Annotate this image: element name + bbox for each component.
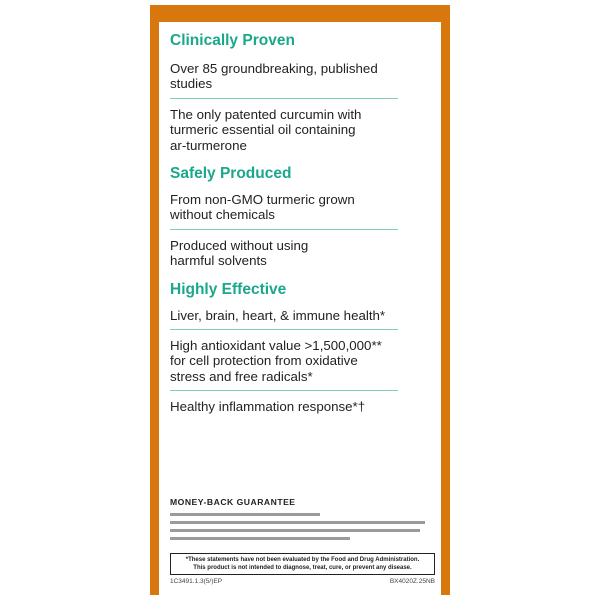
benefits-list	[170, 22, 432, 415]
benefit-item: Produced without using harmful solvents	[170, 237, 309, 269]
disclaimer-line: *These statements have not been evaluated by the Food and Drug Administration.	[185, 557, 420, 563]
benefit-item: High antioxidant value >1,500,000** for cell protection from oxidative stress and free radicals*	[170, 338, 382, 384]
fda-disclaimer	[170, 553, 435, 575]
benefit-item: The only patented curcumin with turmeric essential oil containing ar-turmerone	[170, 106, 362, 153]
code-left: 1C3491.1.3(5/)EP	[170, 578, 223, 585]
money-back-guarantee-title: MONEY-BACK GUARANTEE	[170, 497, 296, 507]
benefit-item: From non-GMO turmeric grown without chemicals	[170, 192, 355, 223]
section-heading-highly-effective: Highly Effective	[170, 280, 287, 298]
benefit-item: Liver, brain, heart, & immune health*	[170, 307, 386, 323]
section-heading-clinically-proven: Clinically Proven	[170, 32, 295, 49]
benefit-item: Over 85 groundbreaking, published studies	[170, 61, 378, 92]
code-right: BX4020Z.25NB	[389, 578, 435, 585]
section-heading-safely-produced: Safely Produced	[170, 165, 292, 183]
label-panel	[150, 5, 450, 595]
disclaimer-line: This product is not intended to diagnose, treat, cure, or prevent any disease.	[193, 565, 412, 571]
fine-print	[170, 497, 435, 585]
benefit-item: Healthy inflammation response*†	[170, 399, 366, 415]
fine-print-lines	[170, 511, 435, 547]
product-codes	[170, 578, 435, 585]
label-inner	[159, 22, 441, 595]
fine-print-text	[170, 511, 435, 547]
